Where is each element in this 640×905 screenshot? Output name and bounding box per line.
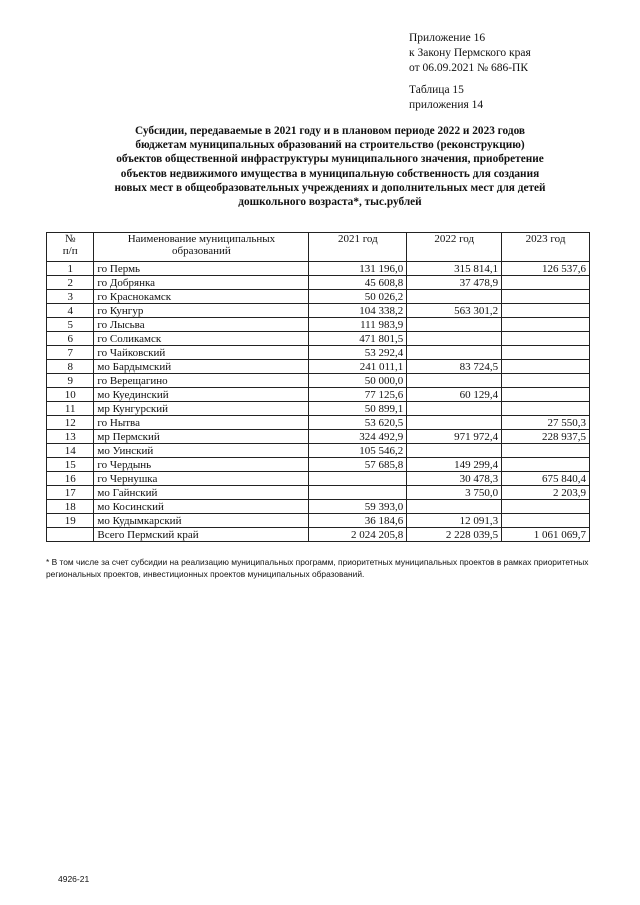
row-number: 4 — [47, 304, 94, 318]
municipality-name: мо Косинский — [94, 500, 309, 514]
value-2021: 324 492,9 — [309, 430, 407, 444]
value-2023: 2 203,9 — [502, 486, 590, 500]
table-row — [47, 304, 590, 318]
value-2022 — [407, 332, 502, 346]
row-number: 1 — [47, 262, 94, 276]
value-2022 — [407, 444, 502, 458]
row-number: 10 — [47, 388, 94, 402]
municipality-name: го Нытва — [94, 416, 309, 430]
value-2023 — [502, 374, 590, 388]
municipality-name: мр Пермский — [94, 430, 309, 444]
municipality-name: го Соликамск — [94, 332, 309, 346]
municipality-name: го Верещагино — [94, 374, 309, 388]
subsidies-table — [46, 232, 590, 542]
table-header-row — [47, 233, 590, 262]
value-2022 — [407, 402, 502, 416]
table-row — [47, 374, 590, 388]
row-number: 8 — [47, 360, 94, 374]
value-2021: 111 983,9 — [309, 318, 407, 332]
title-line: дошкольного возраста*, тыс.рублей — [238, 196, 422, 209]
municipality-name: мо Гайнский — [94, 486, 309, 500]
value-2021: 53 292,4 — [309, 346, 407, 360]
appendix-reference: приложения 14 — [409, 99, 484, 111]
value-2023 — [502, 444, 590, 458]
value-2021: 131 196,0 — [309, 262, 407, 276]
appendix-label: Приложение 16 — [409, 32, 486, 44]
municipality-name: го Лысьва — [94, 318, 309, 332]
title-line: объектов недвижимого имущества в муниципальную собственность для создания — [120, 167, 540, 180]
municipality-name: мо Бардымский — [94, 360, 309, 374]
footnote: * В том числе за счет субсидии на реализацию муниципальных программ, приоритетных муниципальных проектов в рамках приоритетных региональных проектов, инвестиционных проектов муниципальных образований. — [46, 557, 589, 579]
value-2023 — [502, 304, 590, 318]
title-line: бюджетам муниципальных образований на строительство (реконструкцию) — [135, 139, 525, 152]
value-2021: 241 011,1 — [309, 360, 407, 374]
value-2023 — [502, 500, 590, 514]
value-2023 — [502, 514, 590, 528]
row-number: 18 — [47, 500, 94, 514]
row-number: 17 — [47, 486, 94, 500]
value-2023 — [502, 346, 590, 360]
law-date-number: от 06.09.2021 № 686-ПК — [409, 62, 529, 74]
table-row — [47, 262, 590, 276]
row-number: 16 — [47, 472, 94, 486]
value-2021: 45 608,8 — [309, 276, 407, 290]
row-number: 9 — [47, 374, 94, 388]
value-2022: 30 478,3 — [407, 472, 502, 486]
table-row — [47, 416, 590, 430]
value-2023: 675 840,4 — [502, 472, 590, 486]
law-reference: к Закону Пермского края — [409, 47, 531, 59]
document-header — [409, 31, 531, 76]
total-2022: 2 228 039,5 — [407, 528, 502, 542]
value-2022: 60 129,4 — [407, 388, 502, 402]
row-number: 2 — [47, 276, 94, 290]
value-2022: 971 972,4 — [407, 430, 502, 444]
table-row — [47, 332, 590, 346]
value-2022: 37 478,9 — [407, 276, 502, 290]
municipality-name: го Пермь — [94, 262, 309, 276]
table-reference — [409, 83, 483, 113]
title-line: новых мест в общеобразовательных учреждениях и дополнительных мест для детей — [114, 181, 546, 194]
municipality-name: го Кунгур — [94, 304, 309, 318]
row-number: 19 — [47, 514, 94, 528]
municipality-name: го Чернушка — [94, 472, 309, 486]
table-row — [47, 444, 590, 458]
title-line: объектов общественной инфраструктуры муниципального значения, приобретение — [116, 153, 544, 166]
total-2023: 1 061 069,7 — [502, 528, 590, 542]
table-body — [47, 262, 590, 542]
table-total-row — [47, 528, 590, 542]
municipality-name: мо Уинский — [94, 444, 309, 458]
row-number: 15 — [47, 458, 94, 472]
total-label: Всего Пермский край — [94, 528, 309, 542]
header-name: Наименование муниципальных образований — [94, 233, 309, 262]
table-row — [47, 346, 590, 360]
total-empty-cell — [47, 528, 94, 542]
value-2022 — [407, 374, 502, 388]
value-2023 — [502, 402, 590, 416]
value-2023: 27 550,3 — [502, 416, 590, 430]
header-2022: 2022 год — [407, 233, 502, 262]
value-2021: 50 000,0 — [309, 374, 407, 388]
value-2022: 563 301,2 — [407, 304, 502, 318]
value-2022: 149 299,4 — [407, 458, 502, 472]
municipality-name: го Чердынь — [94, 458, 309, 472]
value-2021: 50 899,1 — [309, 402, 407, 416]
value-2021 — [309, 486, 407, 500]
value-2023 — [502, 388, 590, 402]
value-2022 — [407, 416, 502, 430]
total-2021: 2 024 205,8 — [309, 528, 407, 542]
value-2023 — [502, 276, 590, 290]
document-title — [70, 124, 590, 209]
table-row — [47, 514, 590, 528]
header-num: № п/п — [47, 233, 94, 262]
value-2021: 471 801,5 — [309, 332, 407, 346]
value-2022: 3 750,0 — [407, 486, 502, 500]
table-row — [47, 318, 590, 332]
value-2022 — [407, 318, 502, 332]
table-row — [47, 472, 590, 486]
municipality-name: го Добрянка — [94, 276, 309, 290]
table-row — [47, 500, 590, 514]
value-2022 — [407, 500, 502, 514]
value-2023: 126 537,6 — [502, 262, 590, 276]
header-2021: 2021 год — [309, 233, 407, 262]
table-row — [47, 430, 590, 444]
row-number: 13 — [47, 430, 94, 444]
value-2021: 50 026,2 — [309, 290, 407, 304]
municipality-name: мр Кунгурский — [94, 402, 309, 416]
municipality-name: мо Куединский — [94, 388, 309, 402]
document-code: 4926-21 — [58, 874, 90, 884]
municipality-name: мо Кудымкарский — [94, 514, 309, 528]
row-number: 12 — [47, 416, 94, 430]
value-2021: 59 393,0 — [309, 500, 407, 514]
row-number: 14 — [47, 444, 94, 458]
value-2022 — [407, 290, 502, 304]
municipality-name: го Чайковский — [94, 346, 309, 360]
value-2022 — [407, 346, 502, 360]
value-2022: 315 814,1 — [407, 262, 502, 276]
table-row — [47, 458, 590, 472]
value-2023 — [502, 360, 590, 374]
row-number: 6 — [47, 332, 94, 346]
row-number: 7 — [47, 346, 94, 360]
table-row — [47, 276, 590, 290]
value-2021: 36 184,6 — [309, 514, 407, 528]
value-2023 — [502, 332, 590, 346]
row-number: 5 — [47, 318, 94, 332]
table-row — [47, 388, 590, 402]
table-number: Таблица 15 — [409, 84, 464, 96]
value-2021: 57 685,8 — [309, 458, 407, 472]
value-2021: 53 620,5 — [309, 416, 407, 430]
title-line: Субсидии, передаваемые в 2021 году и в плановом периоде 2022 и 2023 годов — [134, 125, 526, 137]
value-2021 — [309, 472, 407, 486]
table-row — [47, 486, 590, 500]
value-2023 — [502, 290, 590, 304]
header-2023: 2023 год — [502, 233, 590, 262]
value-2021: 104 338,2 — [309, 304, 407, 318]
value-2023 — [502, 318, 590, 332]
value-2021: 105 546,2 — [309, 444, 407, 458]
value-2022: 83 724,5 — [407, 360, 502, 374]
table-row — [47, 360, 590, 374]
table-row — [47, 290, 590, 304]
value-2023 — [502, 458, 590, 472]
row-number: 11 — [47, 402, 94, 416]
value-2021: 77 125,6 — [309, 388, 407, 402]
value-2022: 12 091,3 — [407, 514, 502, 528]
row-number: 3 — [47, 290, 94, 304]
value-2023: 228 937,5 — [502, 430, 590, 444]
municipality-name: го Краснокамск — [94, 290, 309, 304]
table-row — [47, 402, 590, 416]
